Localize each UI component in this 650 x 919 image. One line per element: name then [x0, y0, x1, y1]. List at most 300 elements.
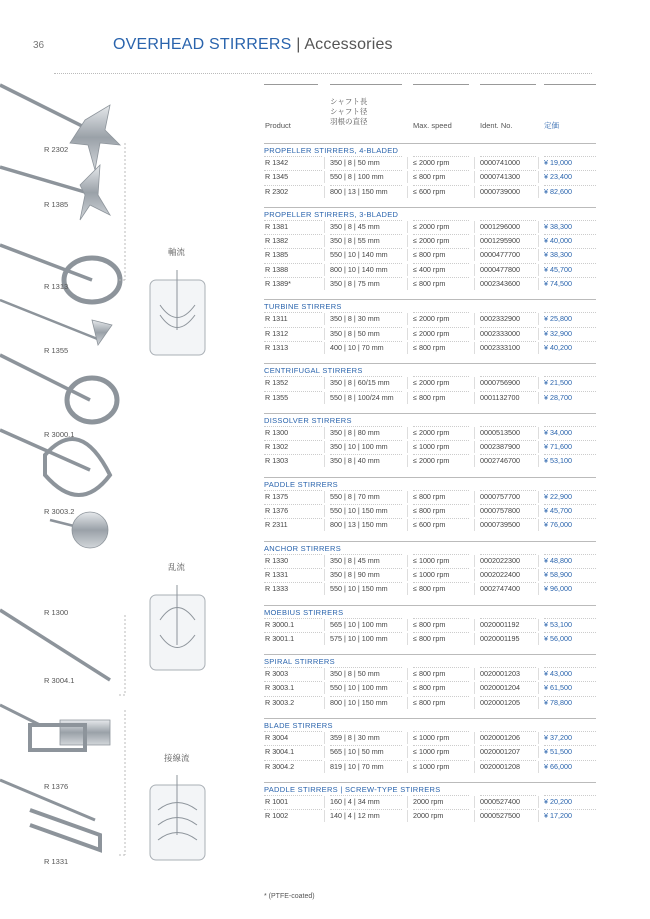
speed-value: ≤ 800 rpm — [413, 619, 446, 629]
price-value: ¥ 28,700 — [544, 392, 572, 402]
column-divider — [474, 796, 475, 808]
column-divider — [474, 555, 475, 567]
table-body — [264, 145, 596, 824]
image-tag: R 3004.1 — [44, 676, 75, 685]
price-value: ¥ 34,000 — [544, 427, 572, 437]
price-value: ¥ 25,800 — [544, 314, 572, 324]
speed-value: ≤ 2000 rpm — [413, 314, 450, 324]
column-divider — [407, 732, 408, 744]
column-divider — [538, 505, 539, 517]
speed-value: ≤ 800 rpm — [413, 491, 446, 501]
table-row — [264, 185, 596, 199]
column-divider — [474, 455, 475, 467]
column-divider — [474, 278, 475, 290]
product-code: R 1002 — [265, 811, 289, 821]
column-divider — [538, 583, 539, 595]
spec-value: 575 | 10 | 100 mm — [330, 633, 388, 643]
column-divider — [407, 157, 408, 169]
speed-value: ≤ 800 rpm — [413, 683, 446, 693]
column-divider — [324, 328, 325, 340]
product-code: R 3003 — [265, 669, 289, 679]
table-row — [264, 681, 596, 695]
column-divider — [474, 186, 475, 198]
column-divider — [474, 264, 475, 276]
price-value: ¥ 43,000 — [544, 669, 572, 679]
column-divider — [474, 221, 475, 233]
column-divider — [324, 171, 325, 183]
table-row — [264, 312, 596, 326]
table-row — [264, 618, 596, 632]
ident-number: 0020001207 — [480, 747, 520, 757]
category-heading: PROPELLER STIRRERS, 3-BLADED — [264, 209, 596, 220]
column-divider — [407, 583, 408, 595]
column-divider — [538, 796, 539, 808]
column-divider — [407, 186, 408, 198]
ident-number: 0001132700 — [480, 392, 520, 402]
price-value: ¥ 74,500 — [544, 279, 572, 289]
column-divider — [538, 455, 539, 467]
price-value: ¥ 38,300 — [544, 221, 572, 231]
speed-value: ≤ 1000 rpm — [413, 555, 450, 565]
column-divider — [474, 491, 475, 503]
column-divider — [324, 186, 325, 198]
header-spec-line: 羽根の直径 — [330, 117, 368, 126]
page-number: 36 — [33, 40, 45, 51]
speed-value: ≤ 800 rpm — [413, 669, 446, 679]
column-divider — [407, 555, 408, 567]
image-tag: R 3003.2 — [44, 507, 75, 516]
ident-number: 0000741300 — [480, 172, 520, 182]
table-row — [264, 632, 596, 646]
spec-value: 800 | 13 | 150 mm — [330, 186, 388, 196]
ident-number: 0002332900 — [480, 314, 520, 324]
spec-value: 550 | 10 | 150 mm — [330, 506, 388, 516]
column-divider — [324, 682, 325, 694]
header-ident: Ident. No. — [480, 121, 513, 130]
category-heading: PADDLE STIRRERS — [264, 479, 596, 490]
column-divider — [324, 235, 325, 247]
column-divider — [474, 761, 475, 773]
column-divider — [407, 377, 408, 389]
column-divider — [407, 249, 408, 261]
price-value: ¥ 21,500 — [544, 378, 572, 388]
table-row — [264, 745, 596, 759]
column-divider — [324, 313, 325, 325]
product-code: R 3001.1 — [265, 633, 295, 643]
column-divider — [474, 328, 475, 340]
image-tag: R 3000.1 — [44, 430, 75, 439]
image-tag: R 1385 — [44, 200, 69, 209]
header-divider — [54, 73, 592, 74]
product-code: R 1342 — [265, 158, 289, 167]
spec-value: 800 | 10 | 150 mm — [330, 697, 388, 707]
table-header — [264, 84, 596, 134]
speed-value: ≤ 2000 rpm — [413, 221, 450, 231]
product-code: R 1382 — [265, 236, 289, 246]
price-value: ¥ 56,000 — [544, 633, 572, 643]
column-divider — [407, 235, 408, 247]
column-divider — [538, 569, 539, 581]
product-code: R 3000.1 — [265, 619, 295, 629]
table-row — [264, 696, 596, 710]
column-divider — [324, 569, 325, 581]
table-row — [264, 454, 596, 468]
column-divider — [538, 157, 539, 169]
product-code: R 3003.1 — [265, 683, 295, 693]
product-code: R 1376 — [265, 506, 289, 516]
product-code: R 1330 — [265, 555, 289, 565]
product-code: R 1311 — [265, 314, 288, 324]
column-divider — [474, 441, 475, 453]
price-value: ¥ 45,700 — [544, 264, 572, 274]
ident-number: 0020001206 — [480, 733, 520, 743]
ident-number: 0002333000 — [480, 328, 520, 338]
column-divider — [324, 583, 325, 595]
column-divider — [538, 732, 539, 744]
table-row — [264, 568, 596, 582]
price-value: ¥ 53,100 — [544, 619, 572, 629]
spec-value: 550 | 10 | 140 mm — [330, 250, 388, 260]
column-divider — [538, 264, 539, 276]
header-price: 定価 — [544, 121, 559, 130]
product-code: R 1333 — [265, 584, 289, 594]
table-row — [264, 327, 596, 341]
flow-label-turbulent: 乱流 — [168, 562, 186, 572]
speed-value: ≤ 2000 rpm — [413, 236, 450, 246]
column-divider — [538, 249, 539, 261]
price-value: ¥ 78,800 — [544, 697, 572, 707]
column-divider — [538, 171, 539, 183]
spec-value: 565 | 10 | 100 mm — [330, 619, 388, 629]
category-heading: ANCHOR STIRRERS — [264, 543, 596, 554]
column-divider — [324, 392, 325, 404]
speed-value: ≤ 2000 rpm — [413, 158, 450, 167]
column-divider — [474, 342, 475, 354]
flow-label-tangential: 接線流 — [164, 753, 190, 763]
column-divider — [324, 221, 325, 233]
table-row — [264, 376, 596, 390]
speed-value: ≤ 800 rpm — [413, 342, 446, 352]
table-row — [264, 426, 596, 440]
price-value: ¥ 37,200 — [544, 733, 572, 743]
spec-value: 350 | 8 | 45 mm — [330, 221, 380, 231]
column-divider — [407, 264, 408, 276]
spec-value: 140 | 4 | 12 mm — [330, 811, 380, 821]
image-tag: R 1331 — [44, 857, 69, 866]
image-tag: R 2302 — [44, 145, 69, 154]
ident-number: 0020001208 — [480, 761, 520, 771]
spec-value: 350 | 8 | 50 mm — [330, 328, 380, 338]
speed-value: ≤ 800 rpm — [413, 584, 446, 594]
spec-value: 800 | 13 | 150 mm — [330, 520, 388, 530]
column-divider — [407, 221, 408, 233]
column-divider — [324, 264, 325, 276]
column-divider — [474, 619, 475, 631]
ident-number: 0020001195 — [480, 633, 520, 643]
column-divider — [538, 221, 539, 233]
product-code: R 1355 — [265, 392, 289, 402]
table-row — [264, 582, 596, 596]
spec-value: 550 | 8 | 100 mm — [330, 172, 384, 182]
header-spec-line: シャフト長 — [330, 97, 368, 106]
column-divider — [407, 441, 408, 453]
spec-value: 350 | 8 | 45 mm — [330, 555, 380, 565]
ident-number: 0002746700 — [480, 456, 520, 466]
column-divider — [538, 761, 539, 773]
speed-value: ≤ 1000 rpm — [413, 442, 450, 452]
header-rule — [264, 84, 318, 85]
table-row — [264, 554, 596, 568]
column-divider — [324, 555, 325, 567]
speed-value: ≤ 800 rpm — [413, 172, 446, 182]
column-divider — [407, 796, 408, 808]
ident-number: 0000739000 — [480, 186, 520, 196]
price-value: ¥ 48,800 — [544, 555, 572, 565]
column-divider — [474, 668, 475, 680]
table-row — [264, 518, 596, 532]
column-divider — [324, 377, 325, 389]
ident-number: 0000757800 — [480, 506, 520, 516]
price-value: ¥ 58,900 — [544, 569, 572, 579]
header-product: Product — [265, 121, 291, 130]
price-value: ¥ 20,200 — [544, 796, 572, 806]
table-row — [264, 490, 596, 504]
column-divider — [474, 519, 475, 531]
column-divider — [324, 342, 325, 354]
product-code: R 1312 — [265, 328, 289, 338]
column-divider — [474, 697, 475, 709]
column-divider — [538, 746, 539, 758]
spec-value: 350 | 8 | 30 mm — [330, 314, 380, 324]
price-value: ¥ 96,000 — [544, 584, 572, 594]
product-code: R 1381 — [265, 221, 289, 231]
table-row — [264, 248, 596, 262]
product-code: R 3004.2 — [265, 761, 295, 771]
product-code: R 1303 — [265, 456, 289, 466]
column-divider — [474, 505, 475, 517]
spec-value: 350 | 8 | 80 mm — [330, 427, 380, 437]
table-row — [264, 504, 596, 518]
ident-number: 0020001204 — [480, 683, 520, 693]
spec-value: 350 | 8 | 60/15 mm — [330, 378, 390, 388]
table-row — [264, 220, 596, 234]
column-divider — [538, 235, 539, 247]
spec-value: 550 | 10 | 150 mm — [330, 584, 388, 594]
speed-value: 2000 rpm — [413, 796, 444, 806]
table-row — [264, 170, 596, 184]
spec-value: 359 | 8 | 30 mm — [330, 733, 380, 743]
product-code: R 1300 — [265, 427, 289, 437]
table-row — [264, 391, 596, 405]
table-row — [264, 440, 596, 454]
image-tag: R 1355 — [44, 346, 69, 355]
column-divider — [407, 569, 408, 581]
title-sub: Accessories — [304, 36, 393, 53]
column-divider — [538, 328, 539, 340]
product-code: R 1345 — [265, 172, 289, 182]
spec-value: 550 | 8 | 70 mm — [330, 491, 380, 501]
ident-number: 0000757700 — [480, 491, 520, 501]
spec-value: 350 | 8 | 90 mm — [330, 569, 380, 579]
column-divider — [474, 171, 475, 183]
stirrer-illustrations — [0, 75, 250, 875]
speed-value: ≤ 1000 rpm — [413, 747, 450, 757]
header-spec-line: シャフト径 — [330, 107, 368, 116]
speed-value: ≤ 2000 rpm — [413, 456, 450, 466]
column-divider — [538, 682, 539, 694]
column-divider — [324, 157, 325, 169]
category-heading: MOEBIUS STIRRERS — [264, 607, 596, 618]
product-code: R 1313 — [265, 342, 289, 352]
product-code: R 3003.2 — [265, 697, 295, 707]
column-divider — [407, 519, 408, 531]
product-code: R 2311 — [265, 520, 288, 530]
ident-number: 0000477800 — [480, 264, 520, 274]
product-code: R 1302 — [265, 442, 289, 452]
column-divider — [324, 697, 325, 709]
column-divider — [474, 427, 475, 439]
price-value: ¥ 53,100 — [544, 456, 572, 466]
column-divider — [324, 455, 325, 467]
column-divider — [474, 569, 475, 581]
spec-value: 800 | 10 | 140 mm — [330, 264, 388, 274]
column-divider — [474, 377, 475, 389]
column-divider — [324, 746, 325, 758]
column-divider — [538, 278, 539, 290]
product-table — [264, 84, 596, 824]
product-code: R 3004.1 — [265, 747, 295, 757]
category-heading: DISSOLVER STIRRERS — [264, 415, 596, 426]
column-divider — [407, 427, 408, 439]
column-divider — [538, 441, 539, 453]
category-heading: TURBINE STIRRERS — [264, 301, 596, 312]
column-divider — [407, 491, 408, 503]
column-divider — [407, 342, 408, 354]
ident-number: 0002343600 — [480, 279, 520, 289]
speed-value: ≤ 800 rpm — [413, 279, 446, 289]
column-divider — [324, 441, 325, 453]
ident-number: 0002747400 — [480, 584, 520, 594]
column-divider — [324, 505, 325, 517]
column-divider — [538, 633, 539, 645]
column-divider — [324, 491, 325, 503]
price-value: ¥ 45,700 — [544, 506, 572, 516]
price-value: ¥ 38,300 — [544, 250, 572, 260]
column-divider — [474, 249, 475, 261]
column-divider — [474, 235, 475, 247]
spec-value: 350 | 8 | 55 mm — [330, 236, 380, 246]
column-divider — [538, 810, 539, 822]
spec-value: 160 | 4 | 34 mm — [330, 796, 380, 806]
column-divider — [538, 313, 539, 325]
price-value: ¥ 71,600 — [544, 442, 572, 452]
speed-value: ≤ 800 rpm — [413, 633, 446, 643]
column-divider — [538, 342, 539, 354]
header-rule — [330, 84, 402, 85]
product-code: R 1331 — [265, 569, 289, 579]
column-divider — [407, 328, 408, 340]
footnote: * (PTFE-coated) — [264, 893, 315, 900]
ident-number: 0000527500 — [480, 811, 520, 821]
column-divider — [324, 668, 325, 680]
column-divider — [474, 633, 475, 645]
price-value: ¥ 51,500 — [544, 747, 572, 757]
image-tag: R 1313 — [44, 282, 69, 291]
product-code: R 1001 — [265, 796, 289, 806]
column-divider — [407, 278, 408, 290]
column-divider — [538, 519, 539, 531]
table-row — [264, 731, 596, 745]
column-divider — [407, 171, 408, 183]
category-heading: PADDLE STIRRERS | SCREW-TYPE STIRRERS — [264, 784, 596, 795]
spec-value: 565 | 10 | 50 mm — [330, 747, 384, 757]
column-divider — [538, 619, 539, 631]
column-divider — [538, 186, 539, 198]
price-value: ¥ 23,400 — [544, 172, 572, 182]
category-heading: BLADE STIRRERS — [264, 720, 596, 731]
spec-value: 550 | 10 | 100 mm — [330, 683, 388, 693]
flow-label-axial: 軸流 — [168, 247, 186, 257]
column-divider — [407, 313, 408, 325]
speed-value: ≤ 1000 rpm — [413, 569, 450, 579]
ident-number: 0000477700 — [480, 250, 520, 260]
spec-value: 350 | 8 | 50 mm — [330, 669, 380, 679]
column-divider — [474, 746, 475, 758]
column-divider — [407, 810, 408, 822]
column-divider — [407, 761, 408, 773]
column-divider — [538, 697, 539, 709]
table-row — [264, 341, 596, 355]
ident-number: 0002022400 — [480, 569, 520, 579]
image-tag: R 1300 — [44, 608, 69, 617]
header-rule — [413, 84, 469, 85]
speed-value: ≤ 600 rpm — [413, 520, 446, 530]
column-divider — [324, 427, 325, 439]
speed-value: ≤ 800 rpm — [413, 392, 446, 402]
image-tag: R 1376 — [44, 782, 69, 791]
header-rule — [544, 84, 596, 85]
ident-number: 0000741000 — [480, 158, 520, 167]
column-divider — [407, 697, 408, 709]
product-code: R 3004 — [265, 733, 289, 743]
price-value: ¥ 40,000 — [544, 236, 572, 246]
column-divider — [538, 392, 539, 404]
column-divider — [538, 491, 539, 503]
category-heading: SPIRAL STIRRERS — [264, 656, 596, 667]
ident-number: 0002387900 — [480, 442, 520, 452]
column-divider — [324, 761, 325, 773]
title-main: OVERHEAD STIRRERS — [113, 36, 292, 53]
column-divider — [474, 732, 475, 744]
ident-number: 0000756900 — [480, 378, 520, 388]
column-divider — [407, 668, 408, 680]
page-title — [113, 36, 393, 54]
speed-value: ≤ 2000 rpm — [413, 427, 450, 437]
ident-number: 0001295900 — [480, 236, 520, 246]
column-divider — [474, 392, 475, 404]
ident-number: 0000527400 — [480, 796, 520, 806]
category-heading: CENTRIFUGAL STIRRERS — [264, 365, 596, 376]
price-value: ¥ 32,900 — [544, 328, 572, 338]
ident-number: 0000513500 — [480, 427, 520, 437]
table-row — [264, 809, 596, 823]
spec-value: 350 | 8 | 50 mm — [330, 158, 380, 167]
speed-value: ≤ 800 rpm — [413, 250, 446, 260]
table-row — [264, 263, 596, 277]
ident-number: 0020001203 — [480, 669, 520, 679]
column-divider — [407, 505, 408, 517]
column-divider — [407, 682, 408, 694]
